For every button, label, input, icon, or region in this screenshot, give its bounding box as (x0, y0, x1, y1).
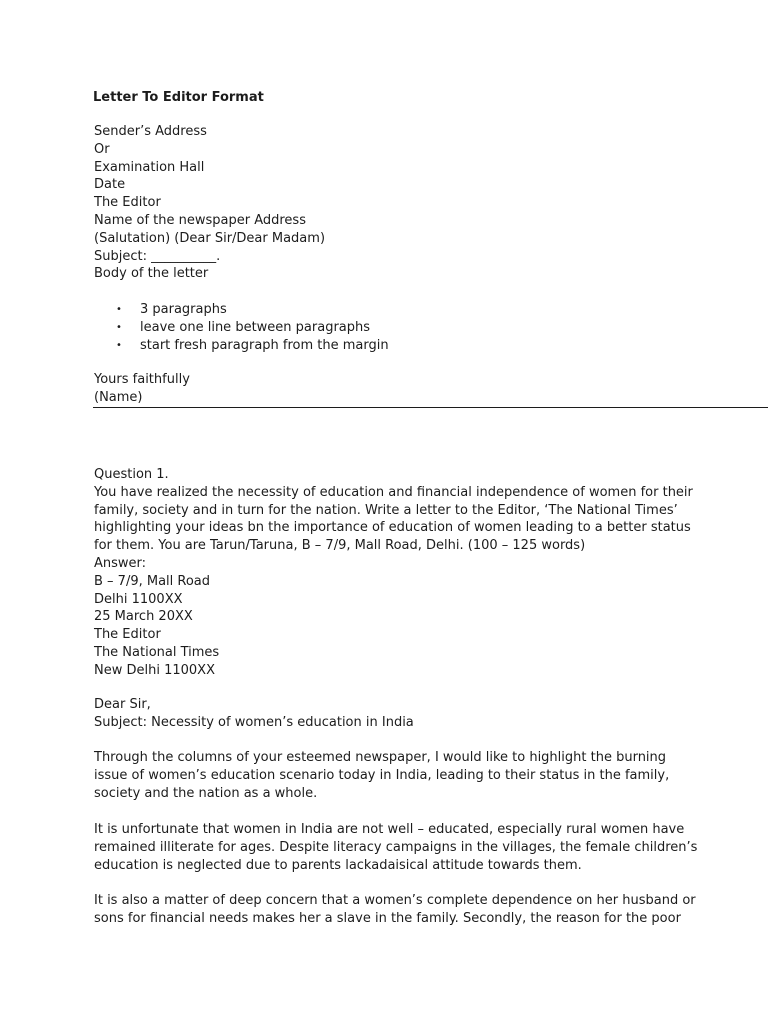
question-line: highlighting your ideas bn the importance of education of women leading to a better status (94, 520, 691, 536)
address-line: The Editor (94, 627, 161, 643)
letter-opening (94, 696, 414, 732)
format-lines (94, 123, 325, 283)
bullet-item: • leave one line between paragraphs (116, 319, 389, 337)
address-line: The National Times (94, 644, 220, 660)
question-line: family, society and in turn for the nation. Write a letter to the Editor, ‘The National Times’ (94, 502, 678, 518)
paragraph-line: society and the nation as a whole. (94, 785, 318, 801)
question-block (94, 466, 693, 680)
format-line: Or (94, 141, 110, 157)
format-title: Letter To Editor Format (93, 90, 264, 105)
letter-paragraph-3 (94, 892, 696, 928)
letter-subject: Subject: Necessity of women’s education in India (94, 714, 414, 730)
format-line: Date (94, 177, 126, 193)
format-line: Body of the letter (94, 266, 209, 282)
format-bullet-list (116, 301, 389, 354)
question-line: for them. You are Tarun/Taruna, B – 7/9, Mall Road, Delhi. (100 – 125 words) (94, 538, 586, 554)
bullet-item: • start fresh paragraph from the margin (116, 337, 389, 355)
bullet-item: • 3 paragraphs (116, 301, 389, 319)
letter-paragraph-2 (94, 821, 697, 874)
paragraph-line: Through the columns of your esteemed newspaper, I would like to highlight the burning (94, 750, 667, 765)
question-line: You have realized the necessity of education and financial independence of women for their (94, 484, 693, 500)
salutation: Dear Sir, (94, 697, 151, 712)
question-heading: Question 1. (94, 467, 169, 482)
address-line: New Delhi 1100XX (94, 662, 215, 678)
format-line: Name of the newspaper Address (94, 212, 306, 228)
answer-label: Answer: (94, 555, 147, 571)
paragraph-line: remained illiterate for ages. Despite literacy campaigns in the villages, the female children’s (94, 839, 698, 855)
closing-line: Yours faithfully (94, 372, 190, 387)
address-line: Delhi 1100XX (94, 591, 183, 607)
letter-paragraph-1 (94, 749, 669, 802)
format-line: (Salutation) (Dear Sir/Dear Madam) (94, 230, 326, 246)
closing-name: (Name) (94, 389, 143, 405)
paragraph-line: It is also a matter of deep concern that a women’s complete dependence on her husband or (94, 893, 696, 908)
format-closing (94, 371, 190, 407)
format-line: The Editor (94, 195, 161, 211)
paragraph-line: education is neglected due to parents lackadaisical attitude towards them. (94, 857, 582, 873)
format-line: Examination Hall (94, 159, 205, 175)
paragraph-line: issue of women’s education scenario today in India, leading to their status in the family, (94, 767, 670, 783)
address-line: 25 March 20XX (94, 609, 193, 625)
format-line: Subject: __________. (94, 248, 221, 264)
paragraph-line: It is unfortunate that women in India are not well – educated, especially rural women have (94, 822, 685, 837)
section-divider (93, 407, 768, 408)
address-line: B – 7/9, Mall Road (94, 573, 211, 589)
paragraph-line: sons for financial needs makes her a slave in the family. Secondly, the reason for the poor (94, 910, 681, 926)
format-line: Sender’s Address (94, 124, 207, 139)
